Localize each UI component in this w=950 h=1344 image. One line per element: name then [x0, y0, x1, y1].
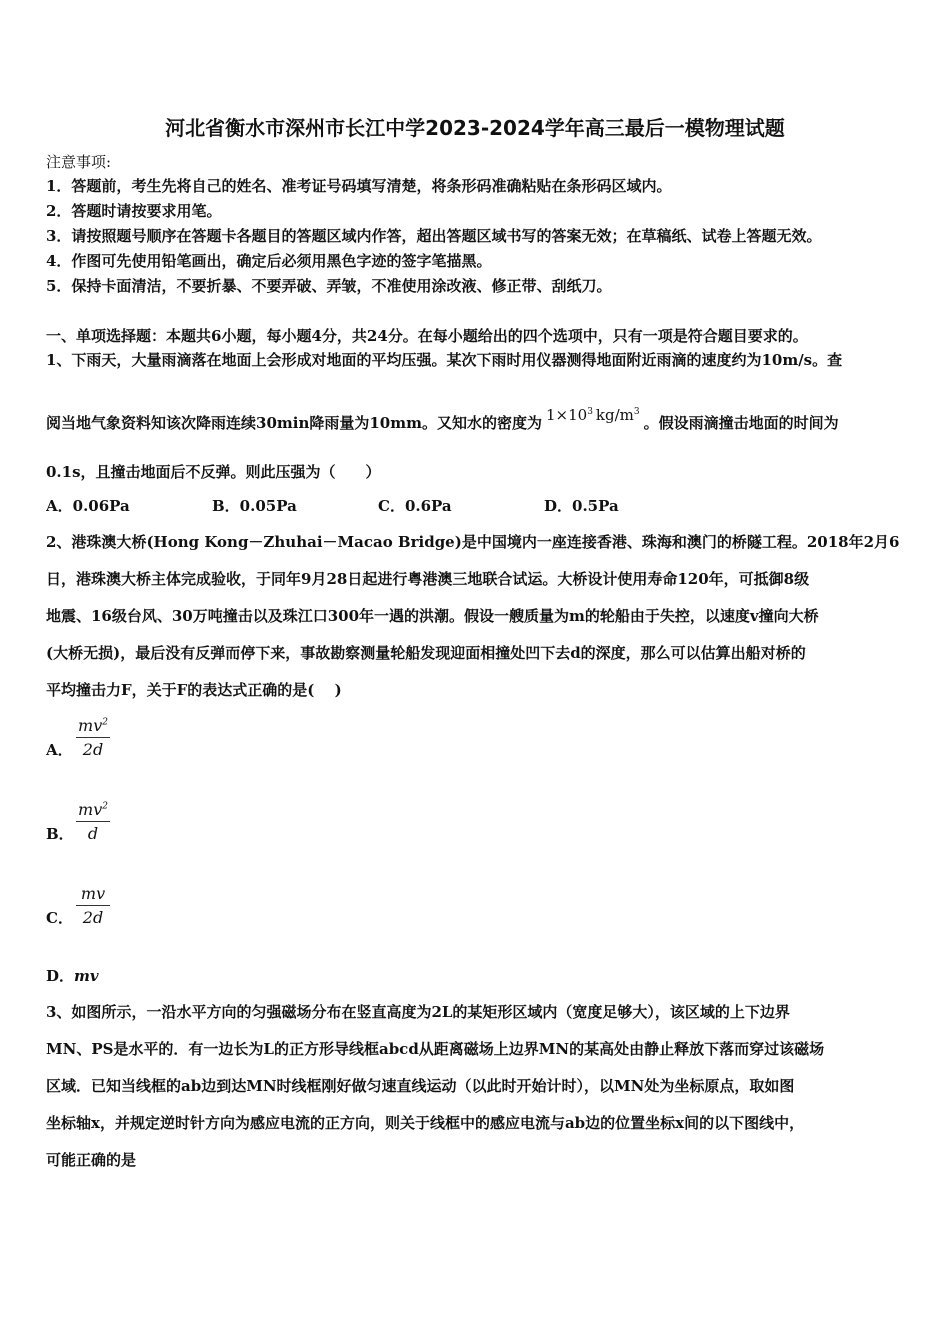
- notice-item: 4．作图可先使用铅笔画出，确定后必须用黑色字迹的签字笔描黑。: [46, 252, 492, 270]
- section-heading: 一、单项选择题：本题共6小题，每小题4分，共24分。在每小题给出的四个选项中，只有一项是符合题目要求的。: [46, 327, 808, 345]
- notice-item: 2．答题时请按要求用笔。: [46, 202, 222, 220]
- question-2-line: (大桥无损)，最后没有反弹而停下来，事故勘察测量轮船发现迎面相撞处凹下去d的深度，那么可以估算出船对桥的: [46, 644, 806, 662]
- option-b-label: B．: [46, 825, 74, 843]
- option-c-label: C．: [46, 909, 73, 927]
- option-c-fraction: $\frac{mv}{2d}$: [76, 884, 110, 927]
- question-2-line: 地震、16级台风、30万吨撞击以及珠江口300年一遇的洪潮。假设一艘质量为m的轮船由于失控，以速度v撞向大桥: [46, 607, 819, 625]
- notice-heading: 注意事项:: [46, 153, 112, 171]
- question-3-line: 坐标轴x，并规定逆时针方向为感应电流的正方向，则关于线框中的感应电流与ab边的位置坐标x间的以下图线中，: [46, 1114, 805, 1132]
- question-1-text: 阅当地气象资料知该次降雨连续30min降雨量为10mm。又知水的密度为: [46, 414, 542, 432]
- question-1-line: 0.1s，且撞击地面后不反弹。则此压强为（ ）: [46, 463, 381, 481]
- notice-item: 1．答题前，考生先将自己的姓名、准考证号码填写清楚，将条形码准确粘贴在条形码区域内。: [46, 177, 672, 195]
- question-1-line: 1、下雨天，大量雨滴落在地面上会形成对地面的平均压强。某次下雨时用仪器测得地面附近雨滴的速度约为10m/s。查: [46, 351, 843, 369]
- option-a-fraction: $\frac{mv^2}{2d}$: [76, 716, 110, 759]
- question-2-line: 日，港珠澳大桥主体完成验收，于同年9月28日起进行粤港澳三地联合试运。大桥设计使用寿命120年，可抵御8级: [46, 570, 810, 588]
- question-3-line: MN、PS是水平的．有一边长为L的正方形导线框abcd从距离磁场上边界MN的某高处由静止释放下落而穿过该磁场: [46, 1040, 825, 1058]
- option-a: A．0.06Pa: [46, 497, 130, 515]
- option-c: C．0.6Pa: [378, 497, 452, 515]
- notice-item: 5．保持卡面清洁，不要折暴、不要弄破、弄皱，不准使用涂改液、修正带、刮纸刀。: [46, 277, 612, 295]
- option-d: D．0.5Pa: [544, 497, 619, 515]
- question-1-text: 。假设雨滴撞击地面的时间为: [643, 414, 839, 432]
- option-b: B．0.05Pa: [212, 497, 297, 515]
- question-3-line: 区域．已知当线框的ab边到达MN时线框刚好做匀速直线运动（以此时开始计时），以MN处为坐标原点，取如图: [46, 1077, 795, 1095]
- page-title: 河北省衡水市深州市长江中学2023-2024学年高三最后一模物理试题: [165, 116, 785, 140]
- question-2-line: 平均撞击力F，关于F的表达式正确的是( ): [46, 681, 342, 699]
- option-d: D．mv: [46, 967, 99, 985]
- question-2-line: 2、港珠澳大桥(Hong Kong－Zhuhai－Macao Bridge)是中国境内一座连接香港、珠海和澳门的桥隧工程。2018年2月6: [46, 533, 900, 551]
- option-a-label: A．: [46, 741, 73, 759]
- option-b-fraction: $\frac{mv^2}{d}$: [76, 800, 110, 843]
- density-value: $1\times 10^3$ $kg/m^3$: [545, 406, 640, 424]
- question-3-line: 可能正确的是: [46, 1151, 137, 1169]
- question-1-options: [46, 496, 910, 516]
- notice-item: 3．请按照题号顺序在答题卡各题目的答题区域内作答，超出答题区域书写的答案无效；在草稿纸、试卷上答题无效。: [46, 227, 822, 245]
- question-1-line: [46, 406, 910, 433]
- question-3-line: 3、如图所示，一沿水平方向的匀强磁场分布在竖直高度为2L的某矩形区域内（宽度足够大），该区域的上下边界: [46, 1003, 790, 1021]
